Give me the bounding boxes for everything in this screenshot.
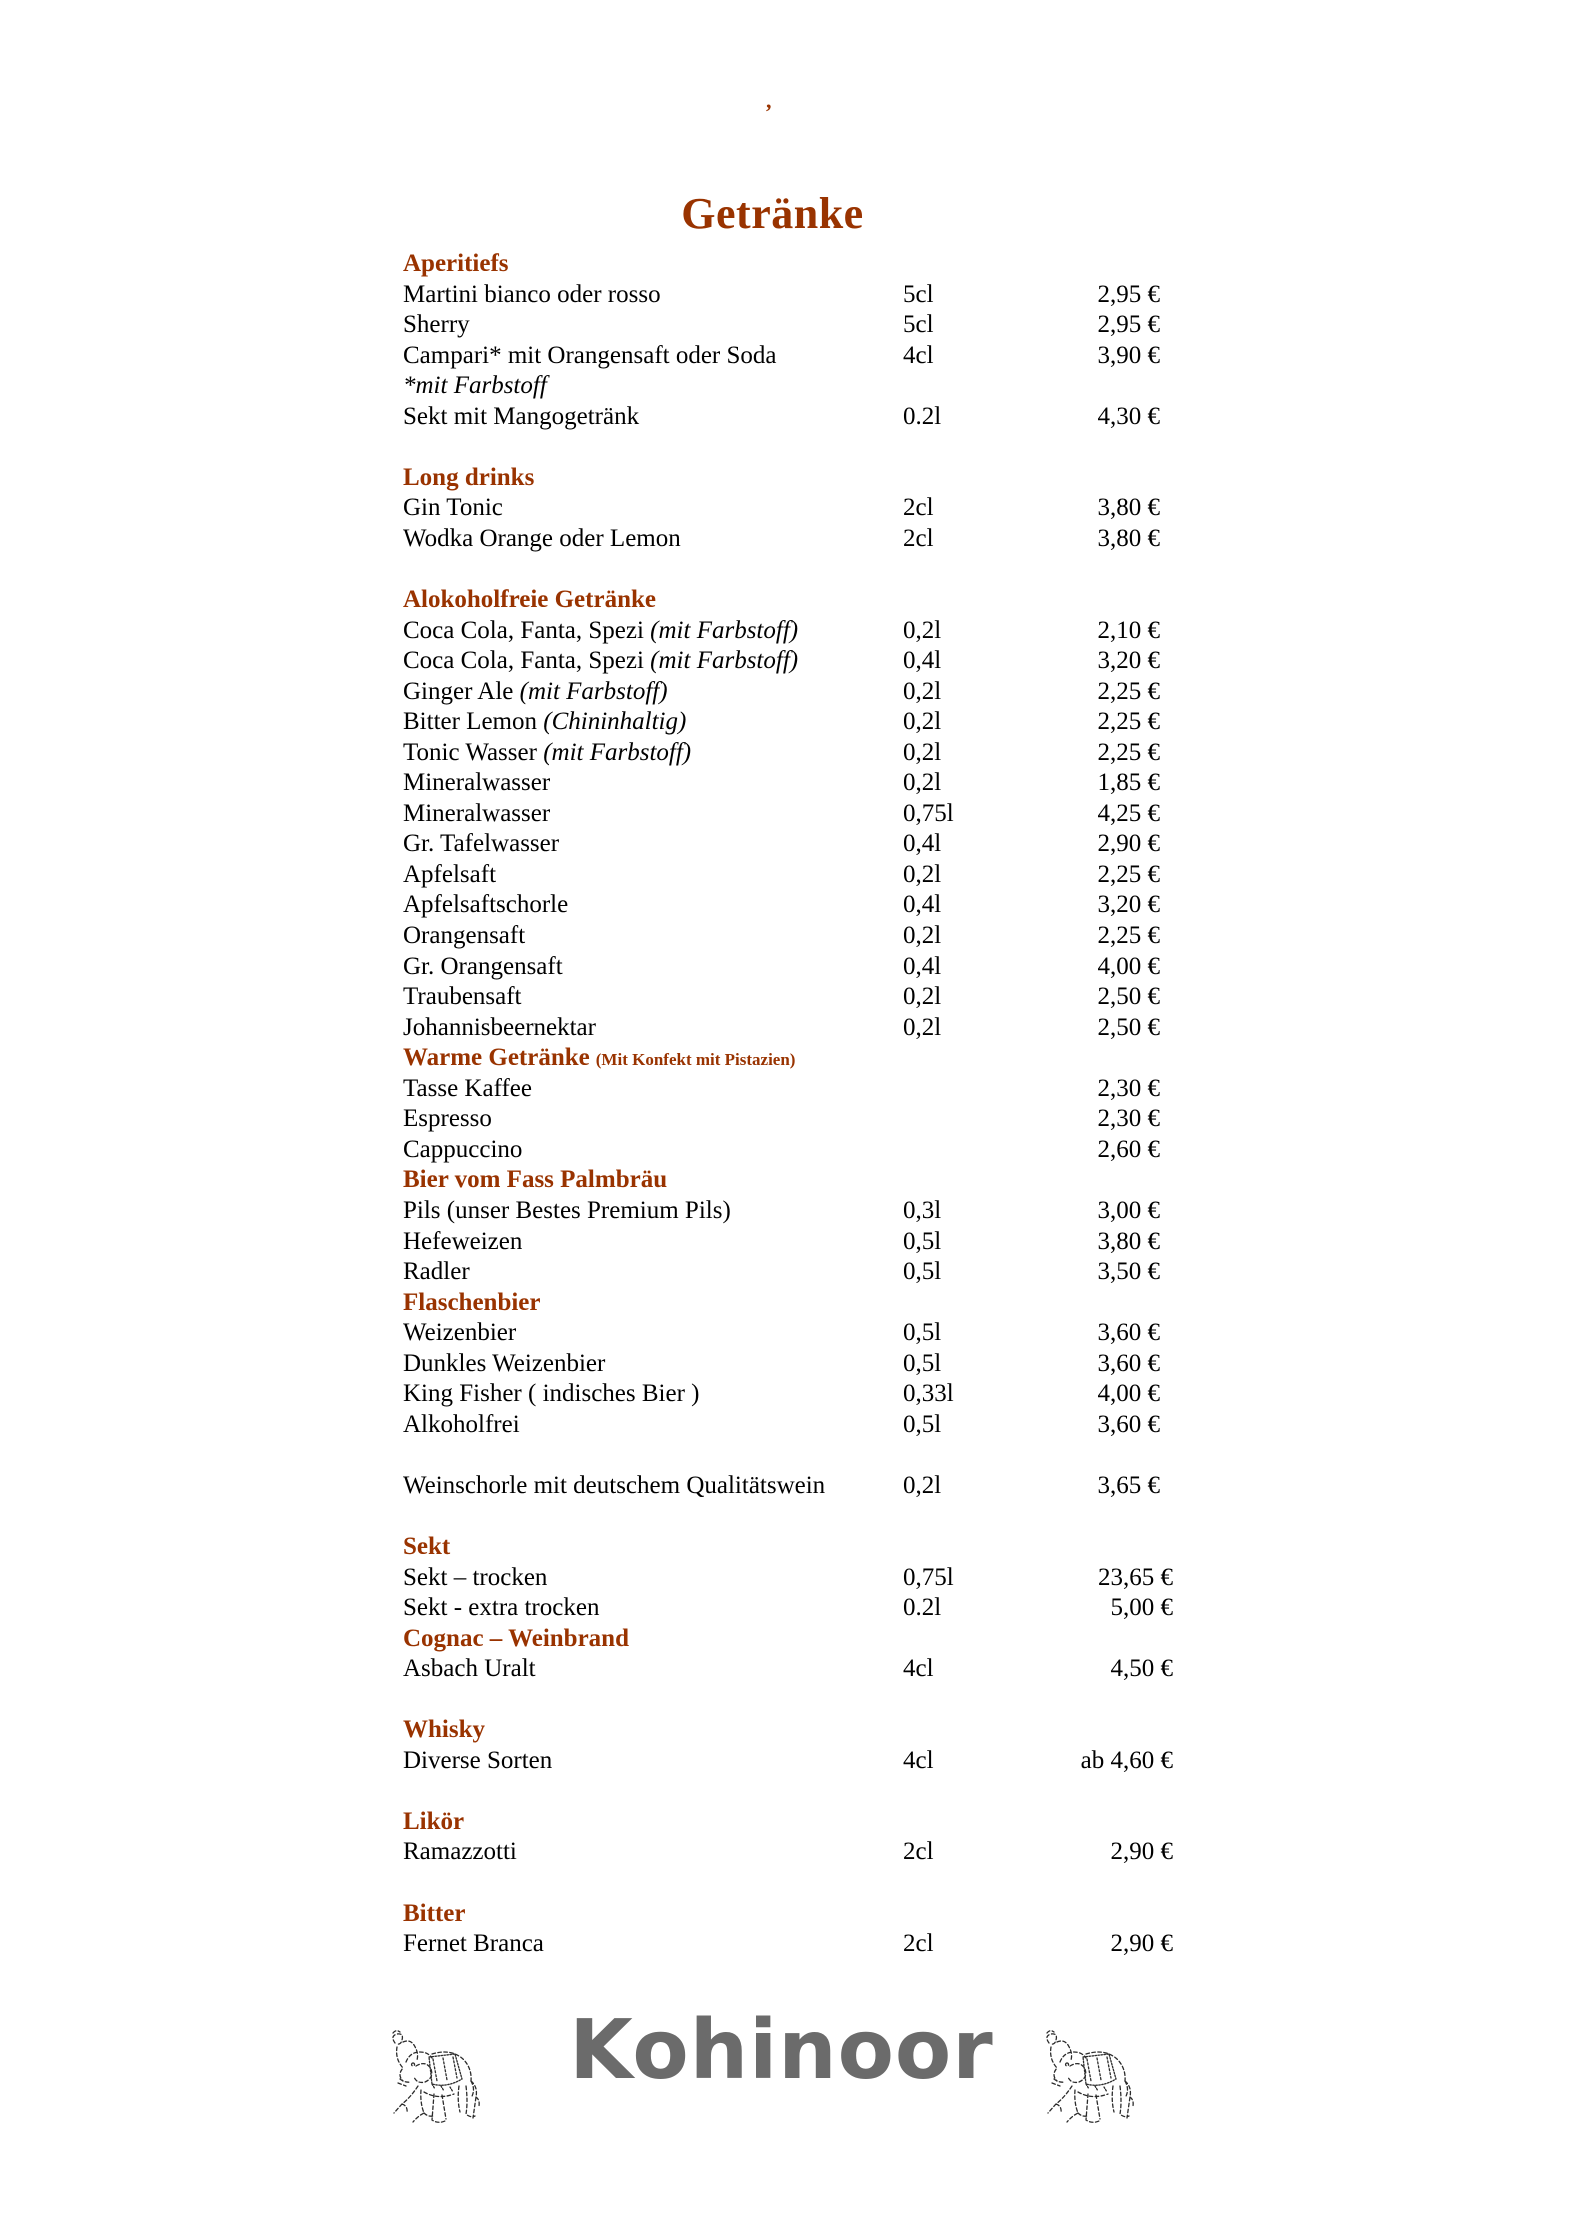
section-heading: Bitter: [403, 1899, 466, 1927]
item-qty: 0,75l: [903, 799, 954, 827]
item-name: Sekt – trocken: [403, 1563, 548, 1591]
item-qty: 2cl: [903, 1838, 934, 1866]
item-price: 2,90 €: [1110, 1930, 1173, 1958]
item-qty: 0,4l: [903, 647, 942, 675]
section-heading: Sekt: [403, 1532, 451, 1560]
item-name: Fernet Branca: [403, 1930, 544, 1958]
menu-item-row: [403, 1379, 1160, 1410]
item-price: 4,50 €: [1110, 1655, 1173, 1683]
item-name: Weizenbier: [403, 1319, 517, 1347]
menu-item-row: [403, 1318, 1160, 1349]
item-note: (mit Farbstoff): [519, 677, 668, 705]
item-qty: 5cl: [903, 280, 934, 308]
item-name: Apfelsaft: [403, 860, 497, 888]
item-price: 2,50 €: [1097, 983, 1160, 1011]
menu-item-row: [403, 310, 1160, 341]
item-name: Sekt - extra trocken: [403, 1594, 600, 1622]
item-name: King Fisher ( indisches Bier ): [403, 1380, 700, 1408]
item-price: 2,10 €: [1097, 616, 1160, 644]
item-qty: 0,4l: [903, 891, 942, 919]
item-price: 3,60 €: [1097, 1410, 1160, 1438]
item-qty: 0,5l: [903, 1349, 942, 1377]
menu-item-row: [403, 1135, 1160, 1166]
item-name: Coca Cola, Fanta, Spezi (mit Farbstoff): [403, 616, 799, 644]
item-price: 1,85 €: [1097, 769, 1160, 797]
menu-item-row: [403, 1471, 1160, 1502]
item-qty: 0,3l: [903, 1196, 942, 1224]
section-heading-row: [403, 463, 1160, 494]
item-name: Tonic Wasser (mit Farbstoff): [403, 738, 692, 766]
section-heading: Bier vom Fass Palmbräu: [403, 1166, 668, 1194]
menu-item-row: [403, 616, 1160, 647]
menu-item-row: [403, 402, 1160, 433]
item-name: Ginger Ale (mit Farbstoff): [403, 677, 668, 705]
item-price: 2,25 €: [1097, 922, 1160, 950]
item-note: (Chininhaltig): [543, 708, 687, 736]
section-heading-row: [403, 1532, 1173, 1563]
item-name: Sekt mit Mangogetränk: [403, 402, 640, 430]
item-qty: 0,5l: [903, 1258, 942, 1286]
item-name: Weinschorle mit deutschem Qualitätswein: [403, 1471, 826, 1499]
restaurant-logo: [0, 2000, 1570, 2180]
drinks-menu-list: [403, 249, 1173, 1960]
item-name: Gr. Orangensaft: [403, 952, 563, 980]
item-name: Dunkles Weizenbier: [403, 1349, 606, 1377]
item-price: 3,50 €: [1097, 1258, 1160, 1286]
row-spacer: [403, 1685, 1160, 1716]
section-heading-row: [403, 1043, 1160, 1074]
item-price: 2,90 €: [1097, 830, 1160, 858]
item-qty: 0,2l: [903, 1471, 942, 1499]
section-heading: Likör: [403, 1807, 465, 1835]
item-name: Bitter Lemon (Chininhaltig): [403, 708, 687, 736]
page-title: Getränke: [681, 189, 864, 238]
menu-item-row: [403, 799, 1160, 830]
item-name: Campari* mit Orangensaft oder Soda: [403, 341, 777, 369]
row-spacer: [403, 1501, 1160, 1532]
section-heading-row: [403, 1165, 1160, 1196]
section-heading-row: [403, 1288, 1160, 1319]
item-price: 2,25 €: [1097, 860, 1160, 888]
item-qty: 0,2l: [903, 769, 942, 797]
row-spacer: [403, 1440, 1160, 1471]
item-name: [403, 371, 903, 402]
row-spacer: [403, 554, 1160, 585]
item-qty: 4cl: [903, 341, 934, 369]
section-heading-note: (Mit Konfekt mit Pistazien): [595, 1050, 796, 1070]
item-name: Martini bianco oder rosso: [403, 280, 661, 308]
item-price: 3,90 €: [1097, 341, 1160, 369]
item-qty: 0,2l: [903, 860, 942, 888]
menu-item-row: [403, 646, 1160, 677]
item-price: 3,80 €: [1097, 1227, 1160, 1255]
item-name: Hefeweizen: [403, 1227, 523, 1255]
item-qty: 0.2l: [903, 402, 942, 430]
item-price: 3,00 €: [1097, 1196, 1160, 1224]
item-qty: 2cl: [903, 494, 934, 522]
item-price: 3,65 €: [1097, 1471, 1160, 1499]
menu-item-row: [403, 371, 1160, 402]
section-heading: Alokoholfreie Getränke: [403, 586, 656, 614]
menu-item-row: [403, 1196, 1160, 1227]
menu-item-row: [403, 1746, 1173, 1777]
item-qty: 0,5l: [903, 1410, 942, 1438]
item-qty: 0,2l: [903, 738, 942, 766]
item-price: 2,50 €: [1097, 1013, 1160, 1041]
item-note: *mit Farbstoff: [403, 372, 547, 400]
item-name: Alkoholfrei: [403, 1410, 520, 1438]
item-price: 3,60 €: [1097, 1349, 1160, 1377]
section-heading-row: [403, 1624, 1173, 1655]
section-heading-row: [403, 1899, 1173, 1930]
item-price: 2,60 €: [1097, 1135, 1160, 1163]
item-qty: 0,5l: [903, 1319, 942, 1347]
item-price: 2,30 €: [1097, 1074, 1160, 1102]
item-qty: 0,2l: [903, 677, 942, 705]
item-name: Gr. Tafelwasser: [403, 830, 560, 858]
item-name: Mineralwasser: [403, 769, 551, 797]
item-price: 2,30 €: [1097, 1105, 1160, 1133]
menu-item-row: [403, 493, 1160, 524]
item-price: 3,80 €: [1097, 524, 1160, 552]
item-price: 2,95 €: [1097, 280, 1160, 308]
elephant-icon-right: [1036, 2022, 1134, 2142]
menu-item-row: [403, 280, 1160, 311]
item-name: Sherry: [403, 311, 470, 339]
menu-item-row: [403, 1837, 1173, 1868]
item-name: Mineralwasser: [403, 799, 551, 827]
menu-item-row: [403, 1929, 1173, 1960]
item-note: (mit Farbstoff): [543, 738, 692, 766]
item-note: (mit Farbstoff): [650, 647, 799, 675]
menu-item-row: [403, 1013, 1160, 1044]
menu-item-row: [403, 890, 1160, 921]
menu-item-row: [403, 860, 1160, 891]
menu-item-row: [403, 952, 1160, 983]
menu-item-row: [403, 1257, 1160, 1288]
menu-item-row: [403, 738, 1160, 769]
item-name: Tasse Kaffee: [403, 1074, 532, 1102]
menu-item-row: [403, 677, 1160, 708]
menu-item-row: [403, 982, 1160, 1013]
item-note: (mit Farbstoff): [650, 616, 799, 644]
item-price: 3,80 €: [1097, 494, 1160, 522]
menu-item-row: [403, 1563, 1173, 1594]
item-qty: 0,2l: [903, 708, 942, 736]
item-qty: 0.2l: [903, 1594, 942, 1622]
item-name: Coca Cola, Fanta, Spezi (mit Farbstoff): [403, 647, 799, 675]
menu-item-row: [403, 1593, 1173, 1624]
menu-item-row: [403, 1410, 1160, 1441]
menu-item-row: [403, 1227, 1160, 1258]
section-heading-row: [403, 1807, 1173, 1838]
stray-apostrophe-mark: ,: [766, 88, 772, 113]
item-price: 2,25 €: [1097, 738, 1160, 766]
row-spacer: [403, 1868, 1160, 1899]
row-spacer: [403, 432, 1160, 463]
item-qty: 0,2l: [903, 922, 942, 950]
item-price: 3,20 €: [1097, 647, 1160, 675]
item-qty: 0,33l: [903, 1380, 954, 1408]
menu-item-row: [403, 524, 1160, 555]
menu-item-row: [403, 1074, 1160, 1105]
item-qty: 0,4l: [903, 952, 942, 980]
item-price: 2,25 €: [1097, 677, 1160, 705]
restaurant-wordmark: Kohinoor: [569, 2003, 994, 2098]
item-price: 2,25 €: [1097, 708, 1160, 736]
menu-item-row: [403, 341, 1160, 372]
item-price: ab 4,60 €: [1080, 1746, 1173, 1774]
section-heading: Long drinks: [403, 463, 535, 491]
item-name: Pils (unser Bestes Premium Pils): [403, 1196, 731, 1224]
item-qty: 0,5l: [903, 1227, 942, 1255]
menu-item-row: [403, 1104, 1160, 1135]
item-price: 3,60 €: [1097, 1319, 1160, 1347]
item-qty: 2cl: [903, 1930, 934, 1958]
section-heading: Warme Getränke: [403, 1044, 590, 1072]
item-name: Diverse Sorten: [403, 1746, 553, 1774]
menu-item-row: [403, 921, 1160, 952]
item-qty: 2cl: [903, 524, 934, 552]
item-price: 5,00 €: [1110, 1594, 1173, 1622]
menu-item-row: [403, 768, 1160, 799]
item-name: Apfelsaftschorle: [403, 891, 569, 919]
menu-item-row: [403, 829, 1160, 860]
section-heading: Whisky: [403, 1716, 485, 1744]
section-heading: Aperitiefs: [403, 250, 509, 277]
item-price: 23,65 €: [1098, 1563, 1173, 1591]
item-name: Johannisbeernektar: [403, 1013, 596, 1041]
item-name: Cappuccino: [403, 1135, 523, 1163]
item-price: 4,30 €: [1097, 402, 1160, 430]
item-price: 4,25 €: [1097, 799, 1160, 827]
menu-item-row: [403, 1654, 1173, 1685]
item-qty: 0,2l: [903, 1013, 942, 1041]
item-price: 4,00 €: [1097, 1380, 1160, 1408]
item-name: Orangensaft: [403, 922, 526, 950]
item-qty: 4cl: [903, 1746, 934, 1774]
item-name: Traubensaft: [403, 983, 522, 1011]
item-price: 3,20 €: [1097, 891, 1160, 919]
item-qty: 0,75l: [903, 1563, 954, 1591]
menu-item-row: [403, 707, 1160, 738]
item-qty: 0,4l: [903, 830, 942, 858]
item-qty: 4cl: [903, 1655, 934, 1683]
item-qty: 5cl: [903, 311, 934, 339]
section-heading-row: [403, 1715, 1173, 1746]
item-name: Espresso: [403, 1105, 492, 1133]
item-qty: 0,2l: [903, 983, 942, 1011]
item-qty: 0,2l: [903, 616, 942, 644]
section-heading: Cognac – Weinbrand: [403, 1624, 629, 1652]
item-name: Gin Tonic: [403, 494, 503, 522]
section-heading-row: [403, 585, 1160, 616]
item-price: 2,90 €: [1110, 1838, 1173, 1866]
row-spacer: [403, 1776, 1160, 1807]
item-name: Wodka Orange oder Lemon: [403, 524, 681, 552]
menu-item-row: [403, 1349, 1160, 1380]
item-name: Ramazzotti: [403, 1838, 517, 1866]
item-name: Asbach Uralt: [403, 1655, 536, 1683]
section-heading: Flaschenbier: [403, 1288, 541, 1316]
item-price: 2,95 €: [1097, 311, 1160, 339]
section-heading-row: [403, 249, 1160, 280]
item-name: Radler: [403, 1258, 470, 1286]
item-price: 4,00 €: [1097, 952, 1160, 980]
